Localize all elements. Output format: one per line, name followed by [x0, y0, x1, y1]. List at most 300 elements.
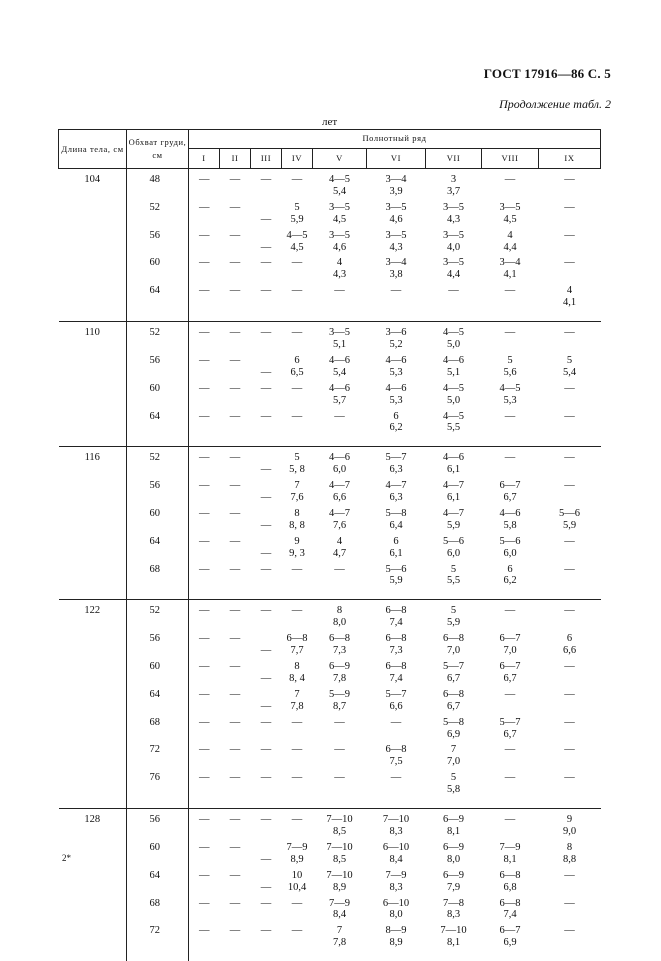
value-cell: 5—7 6,7	[499, 716, 521, 740]
table-row	[59, 600, 601, 629]
value-cell: 6—8 6,8	[499, 869, 521, 893]
value-cell: 6—10 8,0	[382, 897, 410, 921]
value-cell: —	[334, 285, 345, 297]
value-cell: 3—4 3,9	[367, 169, 426, 198]
chest-cell: 56	[127, 476, 189, 504]
value-cell: —	[229, 688, 241, 700]
value-cell: 4—5 5,0	[443, 382, 464, 406]
value-cell: —	[564, 869, 575, 881]
value-cell: —	[199, 744, 210, 756]
chest-cell: 56	[127, 226, 189, 254]
table-row	[59, 407, 601, 447]
value-cell: 7—10 8,5	[313, 809, 367, 838]
value-cell: —	[199, 661, 210, 672]
value-cell: —	[251, 447, 282, 476]
value-cell: 7—10 8,5	[326, 841, 353, 865]
value-cell: 7—8 8,3	[443, 897, 464, 921]
size-table	[58, 129, 601, 961]
table-row	[59, 560, 601, 600]
value-cell: —	[282, 809, 313, 838]
value-cell: 4 4,3	[332, 257, 347, 281]
value-cell: 8 8, 4	[289, 661, 305, 684]
chest-cell: 72	[127, 921, 189, 961]
value-cell: —	[251, 809, 282, 838]
value-cell: —	[390, 285, 402, 297]
value-cell: —	[482, 447, 539, 476]
value-cell: —	[260, 645, 272, 657]
value-cell: 6—8 7,5	[385, 744, 407, 768]
value-cell: 4—6 5,7	[329, 382, 350, 406]
chest-cell: 64	[127, 407, 189, 447]
value-cell: 3—5 4,3	[443, 201, 464, 225]
col-header-roman: II	[220, 149, 251, 169]
value-cell: 6—7 6,7	[499, 661, 521, 684]
length-cell	[59, 713, 127, 741]
value-cell: 6—8 7,3	[385, 633, 407, 657]
value-cell: 5—6 5,9	[385, 563, 407, 587]
value-cell: —	[260, 897, 272, 909]
value-cell: —	[482, 169, 539, 198]
length-cell	[59, 351, 127, 379]
value-cell: 5—7 6,3	[367, 447, 426, 476]
value-cell: 6 6,2	[503, 563, 517, 587]
length-cell: 104	[59, 169, 127, 198]
value-cell: —	[260, 772, 272, 784]
value-cell: 7—10 8,9	[326, 869, 353, 893]
length-cell	[59, 768, 127, 808]
value-cell: 7—10 8,1	[440, 925, 467, 949]
value-cell: 6—8 7,7	[286, 633, 308, 657]
value-cell: 4—6 6,0	[313, 447, 367, 476]
value-cell: —	[251, 322, 282, 351]
value-cell: —	[260, 700, 272, 712]
value-cell: —	[291, 897, 303, 909]
table-row	[59, 685, 601, 713]
value-cell: —	[564, 201, 575, 213]
value-cell: 4 4,4	[503, 229, 517, 253]
value-cell: —	[260, 492, 272, 504]
chest-cell: 52	[127, 447, 189, 476]
value-cell: 3 3,7	[426, 169, 482, 198]
table-row	[59, 532, 601, 560]
value-cell: 5—7 6,6	[385, 688, 407, 712]
table-row	[59, 809, 601, 838]
length-cell: 128	[59, 809, 127, 838]
value-cell: 6—7 6,7	[499, 480, 521, 504]
value-cell: 6 6,1	[389, 535, 403, 559]
table-row	[59, 838, 601, 866]
value-cell: 6—9 7,9	[443, 869, 464, 893]
col-header-roman: V	[313, 149, 367, 169]
length-cell: 110	[59, 322, 127, 351]
value-cell: 7—9 8,9	[286, 841, 308, 865]
value-cell: 4 4,7	[332, 535, 347, 559]
value-cell: 4—5 5,5	[443, 410, 464, 434]
table-row	[59, 476, 601, 504]
value-cell: 6—8 7,4	[499, 897, 521, 921]
value-cell: —	[390, 716, 402, 728]
value-cell: —	[229, 772, 241, 784]
header-word: лет	[322, 116, 338, 128]
value-cell: 6—7 6,9	[499, 925, 521, 949]
table-row	[59, 198, 601, 226]
chest-cell: 60	[127, 379, 189, 407]
table-row	[59, 447, 601, 476]
value-cell: —	[291, 285, 303, 297]
chest-cell: 48	[127, 169, 189, 198]
length-cell: 116	[59, 447, 127, 476]
chest-cell: 52	[127, 198, 189, 226]
value-cell: 8—9 8,9	[385, 925, 407, 949]
length-cell	[59, 504, 127, 532]
value-cell: 5 5,6	[503, 354, 517, 378]
value-cell: —	[199, 354, 210, 366]
value-cell: 6—8 7,4	[385, 661, 407, 684]
value-cell: 8 8, 8	[289, 507, 305, 531]
value-cell: 4—7 5,9	[443, 507, 464, 531]
value-cell: —	[334, 410, 345, 422]
value-cell: —	[229, 285, 241, 297]
value-cell: 3—4 4,1	[499, 257, 521, 281]
value-cell: 5—9 8,7	[329, 688, 350, 712]
value-cell: —	[199, 535, 210, 547]
value-cell: —	[199, 257, 210, 269]
value-cell: —	[260, 241, 272, 253]
value-cell: —	[564, 229, 575, 241]
chest-cell: 68	[127, 560, 189, 600]
value-cell: —	[229, 382, 241, 394]
chest-cell: 64	[127, 685, 189, 713]
value-cell: 5 5,5	[446, 563, 461, 587]
value-cell: —	[199, 410, 210, 422]
value-cell: —	[199, 841, 210, 853]
value-cell: —	[220, 600, 251, 629]
value-cell: —	[199, 688, 210, 700]
length-cell	[59, 407, 127, 447]
value-cell: 7 7,8	[290, 688, 304, 712]
value-cell: —	[229, 661, 241, 672]
value-cell: 7—10 8,3	[367, 809, 426, 838]
value-cell: —	[229, 925, 241, 937]
col-header-length: Длина тела, см	[59, 130, 127, 169]
length-cell	[59, 226, 127, 254]
value-cell: 6—9 7,8	[329, 661, 350, 684]
value-cell: —	[251, 169, 282, 198]
col-header-roman: I	[189, 149, 220, 169]
value-cell: —	[334, 716, 345, 728]
value-cell: 5 5,9	[426, 600, 482, 629]
value-cell: 4—6 6,1	[426, 447, 482, 476]
value-cell: —	[229, 354, 241, 366]
value-cell: —	[334, 563, 345, 575]
col-header-roman: VI	[367, 149, 426, 169]
value-cell: 5—6 5,9	[559, 507, 581, 531]
chest-cell: 64	[127, 866, 189, 894]
value-cell: 7 7,6	[290, 480, 304, 504]
value-cell: 5—7 6,7	[443, 661, 464, 684]
length-cell: 122	[59, 600, 127, 629]
value-cell: —	[199, 925, 210, 937]
value-cell: —	[229, 535, 241, 547]
value-cell: —	[229, 897, 241, 909]
value-cell: 3—5 4,5	[499, 201, 521, 225]
table-row	[59, 169, 601, 198]
table-row	[59, 713, 601, 741]
chest-cell: 56	[127, 351, 189, 379]
value-cell: —	[251, 600, 282, 629]
value-cell: —	[564, 382, 575, 394]
value-cell: 3—4 3,8	[385, 257, 407, 281]
document-title: ГОСТ 17916—86 С. 5	[483, 66, 611, 81]
value-cell: 4—7 6,3	[385, 480, 407, 504]
col-header-roman: III	[251, 149, 282, 169]
value-cell: 3—5 5,1	[313, 322, 367, 351]
value-cell: —	[291, 744, 303, 756]
col-header-roman: VII	[426, 149, 482, 169]
value-cell: —	[260, 547, 272, 559]
chest-cell: 52	[127, 600, 189, 629]
value-cell: —	[220, 447, 251, 476]
table-row	[59, 921, 601, 961]
value-cell: —	[504, 285, 516, 297]
value-cell: —	[199, 716, 210, 728]
value-cell: 4—6 5,3	[385, 354, 407, 378]
value-cell: 7—9 8,3	[385, 869, 407, 893]
value-cell: —	[482, 809, 539, 838]
col-header-fullness-group: Полнотный ряд	[189, 130, 601, 149]
value-cell: 4—5 5,0	[426, 322, 482, 351]
col-header-roman: VIII	[482, 149, 539, 169]
value-cell: 6 6,5	[290, 354, 304, 378]
table-row	[59, 894, 601, 922]
chest-cell: 60	[127, 838, 189, 866]
length-cell	[59, 476, 127, 504]
value-cell: 9 9, 3	[289, 535, 305, 559]
value-cell: 3—5 4,4	[443, 257, 464, 281]
value-cell: —	[564, 897, 575, 909]
value-cell: —	[229, 410, 241, 422]
table-row	[59, 379, 601, 407]
value-cell: —	[448, 285, 459, 297]
table-row	[59, 322, 601, 351]
value-cell: —	[229, 563, 241, 575]
value-cell: 6—10 8,4	[382, 841, 410, 865]
length-cell	[59, 894, 127, 922]
value-cell: 5 5,9	[290, 201, 304, 225]
value-cell: —	[504, 410, 516, 422]
value-cell: 5—6 6,0	[443, 535, 464, 559]
value-cell: —	[199, 229, 210, 241]
value-cell: —	[291, 716, 303, 728]
value-cell: 9 9,0	[539, 809, 601, 838]
value-cell: —	[260, 563, 272, 575]
value-cell: —	[199, 633, 210, 645]
value-cell: —	[564, 257, 575, 269]
value-cell: —	[260, 257, 272, 269]
length-cell	[59, 253, 127, 281]
table-row	[59, 351, 601, 379]
length-cell	[59, 281, 127, 321]
table-row	[59, 226, 601, 254]
value-cell: —	[390, 772, 402, 784]
chest-cell: 56	[127, 629, 189, 657]
value-cell: 4—6 5,3	[385, 382, 407, 406]
value-cell: —	[564, 480, 575, 492]
value-cell: —	[220, 809, 251, 838]
value-cell: —	[564, 688, 575, 700]
value-cell: —	[291, 382, 303, 394]
length-cell	[59, 560, 127, 600]
value-cell: 4—5 5,3	[499, 382, 521, 406]
value-cell: —	[334, 772, 345, 784]
value-cell: —	[291, 257, 303, 269]
value-cell: —	[199, 772, 210, 784]
value-cell: 6—8 6,7	[443, 688, 464, 712]
value-cell: 4—6 5,4	[329, 354, 350, 378]
table-row	[59, 740, 601, 768]
value-cell: 6—9 8,0	[443, 841, 464, 865]
value-cell: —	[189, 322, 220, 351]
value-cell: —	[260, 881, 272, 893]
value-cell: —	[199, 285, 210, 297]
value-cell: —	[504, 688, 516, 700]
value-cell: —	[291, 925, 303, 937]
value-cell: —	[564, 716, 575, 728]
value-cell: —	[291, 410, 303, 422]
value-cell: —	[564, 661, 575, 672]
value-cell: 6—8 7,0	[443, 633, 464, 657]
value-cell: —	[199, 563, 210, 575]
value-cell: —	[189, 809, 220, 838]
value-cell: —	[199, 869, 210, 881]
chest-cell: 60	[127, 253, 189, 281]
table-row	[59, 253, 601, 281]
length-cell	[59, 532, 127, 560]
value-cell: —	[229, 480, 241, 492]
value-cell: —	[260, 410, 272, 422]
value-cell: —	[482, 600, 539, 629]
value-cell: 8 8,8	[562, 841, 577, 865]
chest-cell: 60	[127, 504, 189, 532]
value-cell: —	[220, 322, 251, 351]
value-cell: 4—7 6,1	[443, 480, 464, 504]
chest-cell: 52	[127, 322, 189, 351]
value-cell: 6 6,6	[562, 633, 577, 657]
table-row	[59, 629, 601, 657]
value-cell: —	[539, 169, 601, 198]
value-cell: 6—7 7,0	[499, 633, 521, 657]
value-cell: 4—7 6,6	[329, 480, 350, 504]
length-cell	[59, 657, 127, 685]
value-cell: 7—9 8,1	[499, 841, 521, 865]
value-cell: —	[539, 600, 601, 629]
chest-cell: 64	[127, 532, 189, 560]
value-cell: —	[539, 322, 601, 351]
value-cell: 5 5,8	[446, 772, 461, 796]
value-cell: —	[564, 772, 575, 784]
table-row	[59, 768, 601, 808]
length-cell	[59, 740, 127, 768]
value-cell: 7—9 8,4	[329, 897, 350, 921]
chest-cell: 64	[127, 281, 189, 321]
value-cell: —	[229, 744, 241, 756]
value-cell: —	[229, 201, 241, 213]
value-cell: —	[260, 285, 272, 297]
value-cell: —	[199, 507, 210, 519]
value-cell: —	[564, 925, 575, 937]
col-header-chest: Обхват груди, см	[127, 130, 189, 169]
value-cell: —	[260, 716, 272, 728]
value-cell: —	[229, 257, 241, 269]
value-cell: 3—5 4,6	[329, 229, 350, 253]
value-cell: 3—5 4,5	[329, 201, 350, 225]
value-cell: —	[539, 447, 601, 476]
length-cell	[59, 629, 127, 657]
value-cell: —	[282, 600, 313, 629]
value-cell: —	[282, 169, 313, 198]
table-continuation-caption: Продолжение табл. 2	[499, 97, 611, 111]
length-cell	[59, 198, 127, 226]
value-cell: 6—8 7,3	[329, 633, 350, 657]
value-cell: —	[564, 563, 575, 575]
table-row	[59, 866, 601, 894]
value-cell: —	[189, 447, 220, 476]
chest-cell: 60	[127, 657, 189, 685]
value-cell: —	[291, 563, 303, 575]
value-cell: —	[229, 841, 241, 853]
value-cell: 4—7 7,6	[329, 507, 350, 531]
value-cell: —	[199, 382, 210, 394]
value-cell: —	[199, 480, 210, 492]
value-cell: —	[260, 925, 272, 937]
value-cell: —	[564, 535, 575, 547]
value-cell: 5—8 6,4	[385, 507, 407, 531]
value-cell: —	[260, 213, 272, 225]
table-row	[59, 657, 601, 685]
value-cell: 4—5 5,4	[313, 169, 367, 198]
value-cell: —	[260, 366, 272, 378]
chest-cell: 68	[127, 894, 189, 922]
value-cell: —	[229, 229, 241, 241]
value-cell: 5—6 6,0	[499, 535, 521, 559]
value-cell: 6—8 7,4	[367, 600, 426, 629]
value-cell: —	[229, 869, 241, 881]
value-cell: —	[282, 322, 313, 351]
value-cell: 10 10,4	[287, 869, 307, 893]
length-cell	[59, 921, 127, 961]
value-cell: 7 7,8	[332, 925, 347, 949]
table-row	[59, 504, 601, 532]
value-cell: 7 7,0	[446, 744, 461, 768]
value-cell: 4—6 5,8	[499, 507, 521, 531]
value-cell: —	[291, 772, 303, 784]
value-cell: —	[260, 672, 272, 684]
value-cell: —	[189, 169, 220, 198]
value-cell: —	[260, 744, 272, 756]
length-cell	[59, 379, 127, 407]
value-cell: 8 8,0	[313, 600, 367, 629]
value-cell: 3—6 5,2	[367, 322, 426, 351]
value-cell: —	[220, 169, 251, 198]
value-cell: —	[260, 853, 272, 865]
value-cell: 3—5 4,0	[443, 229, 464, 253]
length-cell	[59, 866, 127, 894]
value-cell: —	[504, 772, 516, 784]
value-cell: 4—6 5,1	[443, 354, 464, 378]
value-cell: 6—9 8,1	[426, 809, 482, 838]
value-cell: 5 5, 8	[282, 447, 313, 476]
value-cell: —	[260, 382, 272, 394]
